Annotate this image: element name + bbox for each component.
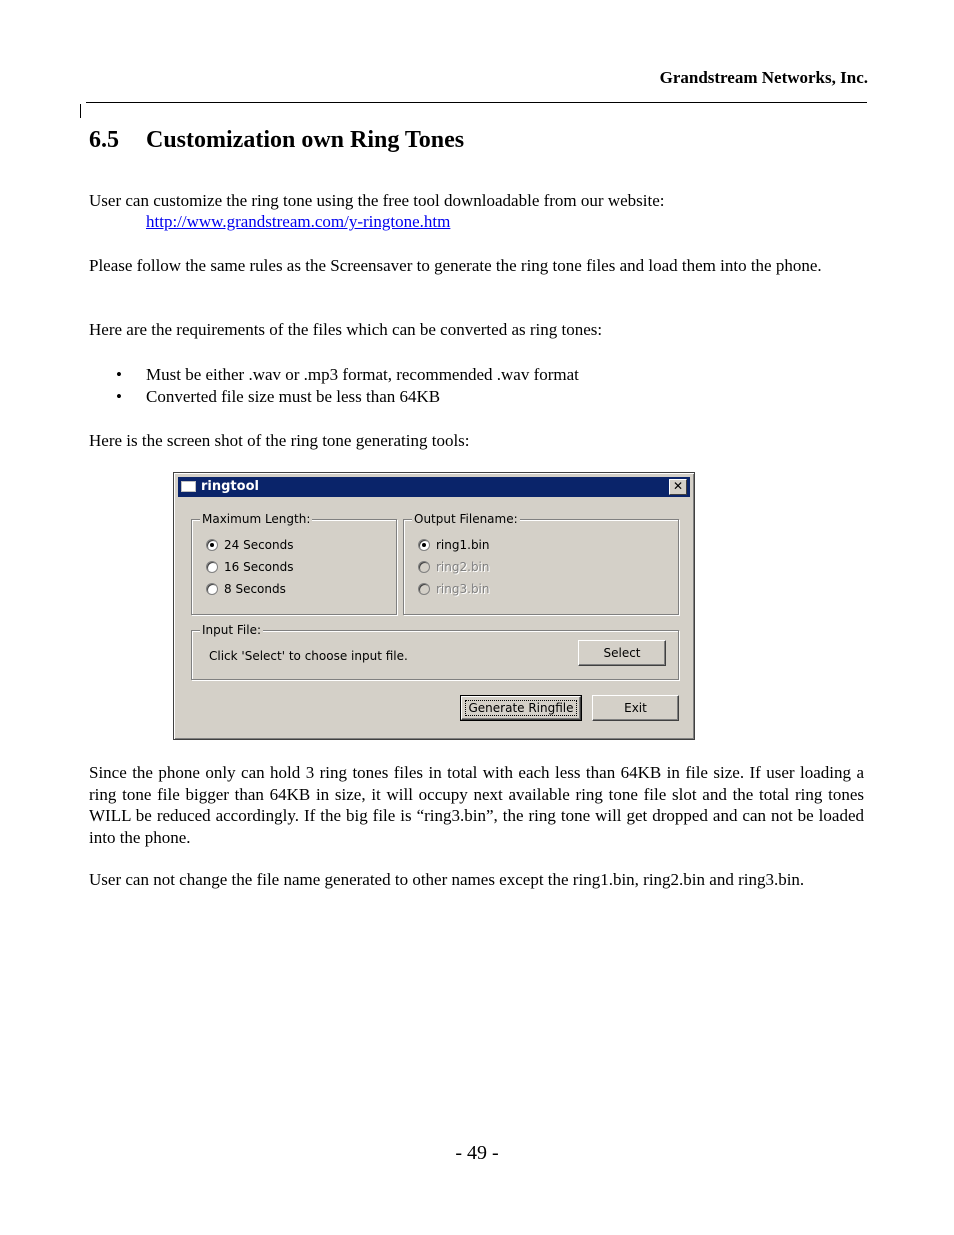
radio-checked-icon[interactable] bbox=[206, 539, 218, 551]
window-icon bbox=[181, 481, 196, 492]
radio-checked-icon[interactable] bbox=[418, 539, 430, 551]
company-name: Grandstream Networks, Inc. bbox=[659, 68, 868, 87]
radio-24-seconds[interactable] bbox=[206, 538, 294, 554]
dialog-titlebar[interactable] bbox=[178, 477, 690, 497]
generate-ringfile-button[interactable] bbox=[461, 696, 581, 720]
close-icon[interactable]: ✕ bbox=[669, 479, 687, 495]
screenshot-intro-paragraph: Here is the screen shot of the ring tone generating tools: bbox=[89, 431, 470, 450]
radio-label: 24 Seconds bbox=[224, 538, 294, 552]
filename-paragraph: User can not change the file name generated to other names except the ring1.bin, ring2.bin and ring3.bin. bbox=[89, 870, 805, 889]
radio-ring2 bbox=[418, 560, 490, 576]
radio-unchecked-icon[interactable] bbox=[206, 561, 218, 573]
header-rule bbox=[86, 102, 867, 103]
select-button[interactable]: Select bbox=[578, 640, 666, 666]
section-number: 6.5 bbox=[89, 127, 119, 153]
radio-label: ring3.bin bbox=[436, 582, 490, 596]
max-length-group bbox=[191, 512, 397, 615]
output-filename-group bbox=[403, 512, 679, 615]
page-number: - 49 - bbox=[455, 1142, 499, 1164]
output-filename-legend: Output Filename: bbox=[414, 512, 518, 526]
input-file-legend: Input File: bbox=[202, 623, 262, 637]
list-item: • Converted file size must be less than 64KB bbox=[116, 386, 579, 408]
margin-mark bbox=[80, 104, 81, 118]
generate-ringfile-label: Generate Ringfile bbox=[465, 700, 576, 716]
radio-16-seconds[interactable] bbox=[206, 560, 294, 576]
list-item: • Must be either .wav or .mp3 format, recommended .wav format bbox=[116, 364, 579, 386]
radio-label: ring2.bin bbox=[436, 560, 490, 574]
radio-ring1[interactable] bbox=[418, 538, 490, 554]
requirements-paragraph: Here are the requirements of the files which can be converted as ring tones: bbox=[89, 320, 603, 339]
download-link[interactable]: http://www.grandstream.com/y-ringtone.htm bbox=[146, 212, 451, 231]
radio-ring3 bbox=[418, 582, 490, 598]
max-length-legend: Maximum Length: bbox=[202, 512, 311, 526]
radio-8-seconds[interactable] bbox=[206, 582, 286, 598]
input-file-hint: Click 'Select' to choose input file. bbox=[209, 649, 408, 663]
input-file-group bbox=[191, 623, 679, 680]
section-heading bbox=[89, 127, 464, 154]
requirements-list bbox=[116, 364, 579, 408]
dialog-title: ringtool bbox=[201, 479, 259, 494]
radio-disabled-icon bbox=[418, 561, 430, 573]
section-title: Customization own Ring Tones bbox=[146, 127, 465, 153]
intro-paragraph: User can customize the ring tone using the free tool downloadable from our website: bbox=[89, 191, 665, 210]
radio-label: 16 Seconds bbox=[224, 560, 294, 574]
exit-button[interactable]: Exit bbox=[592, 695, 679, 721]
follow-rules-paragraph: Please follow the same rules as the Screensaver to generate the ring tone files and load them into the phone. bbox=[89, 256, 822, 275]
radio-disabled-icon bbox=[418, 583, 430, 595]
radio-label: 8 Seconds bbox=[224, 582, 286, 596]
radio-unchecked-icon[interactable] bbox=[206, 583, 218, 595]
radio-label: ring1.bin bbox=[436, 538, 490, 552]
capacity-paragraph: Since the phone only can hold 3 ring tones files in total with each less than 64KB in file size. If user loading a ring tone file bigger than 64KB in size, it will occupy next available ring tone file slot and the total ring tones WILL be reduced accordingly. If the big file is “ring3.bin”, the ring tone will get dropped and can not be loaded into the phone. bbox=[89, 763, 864, 847]
ringtool-dialog bbox=[173, 472, 695, 740]
